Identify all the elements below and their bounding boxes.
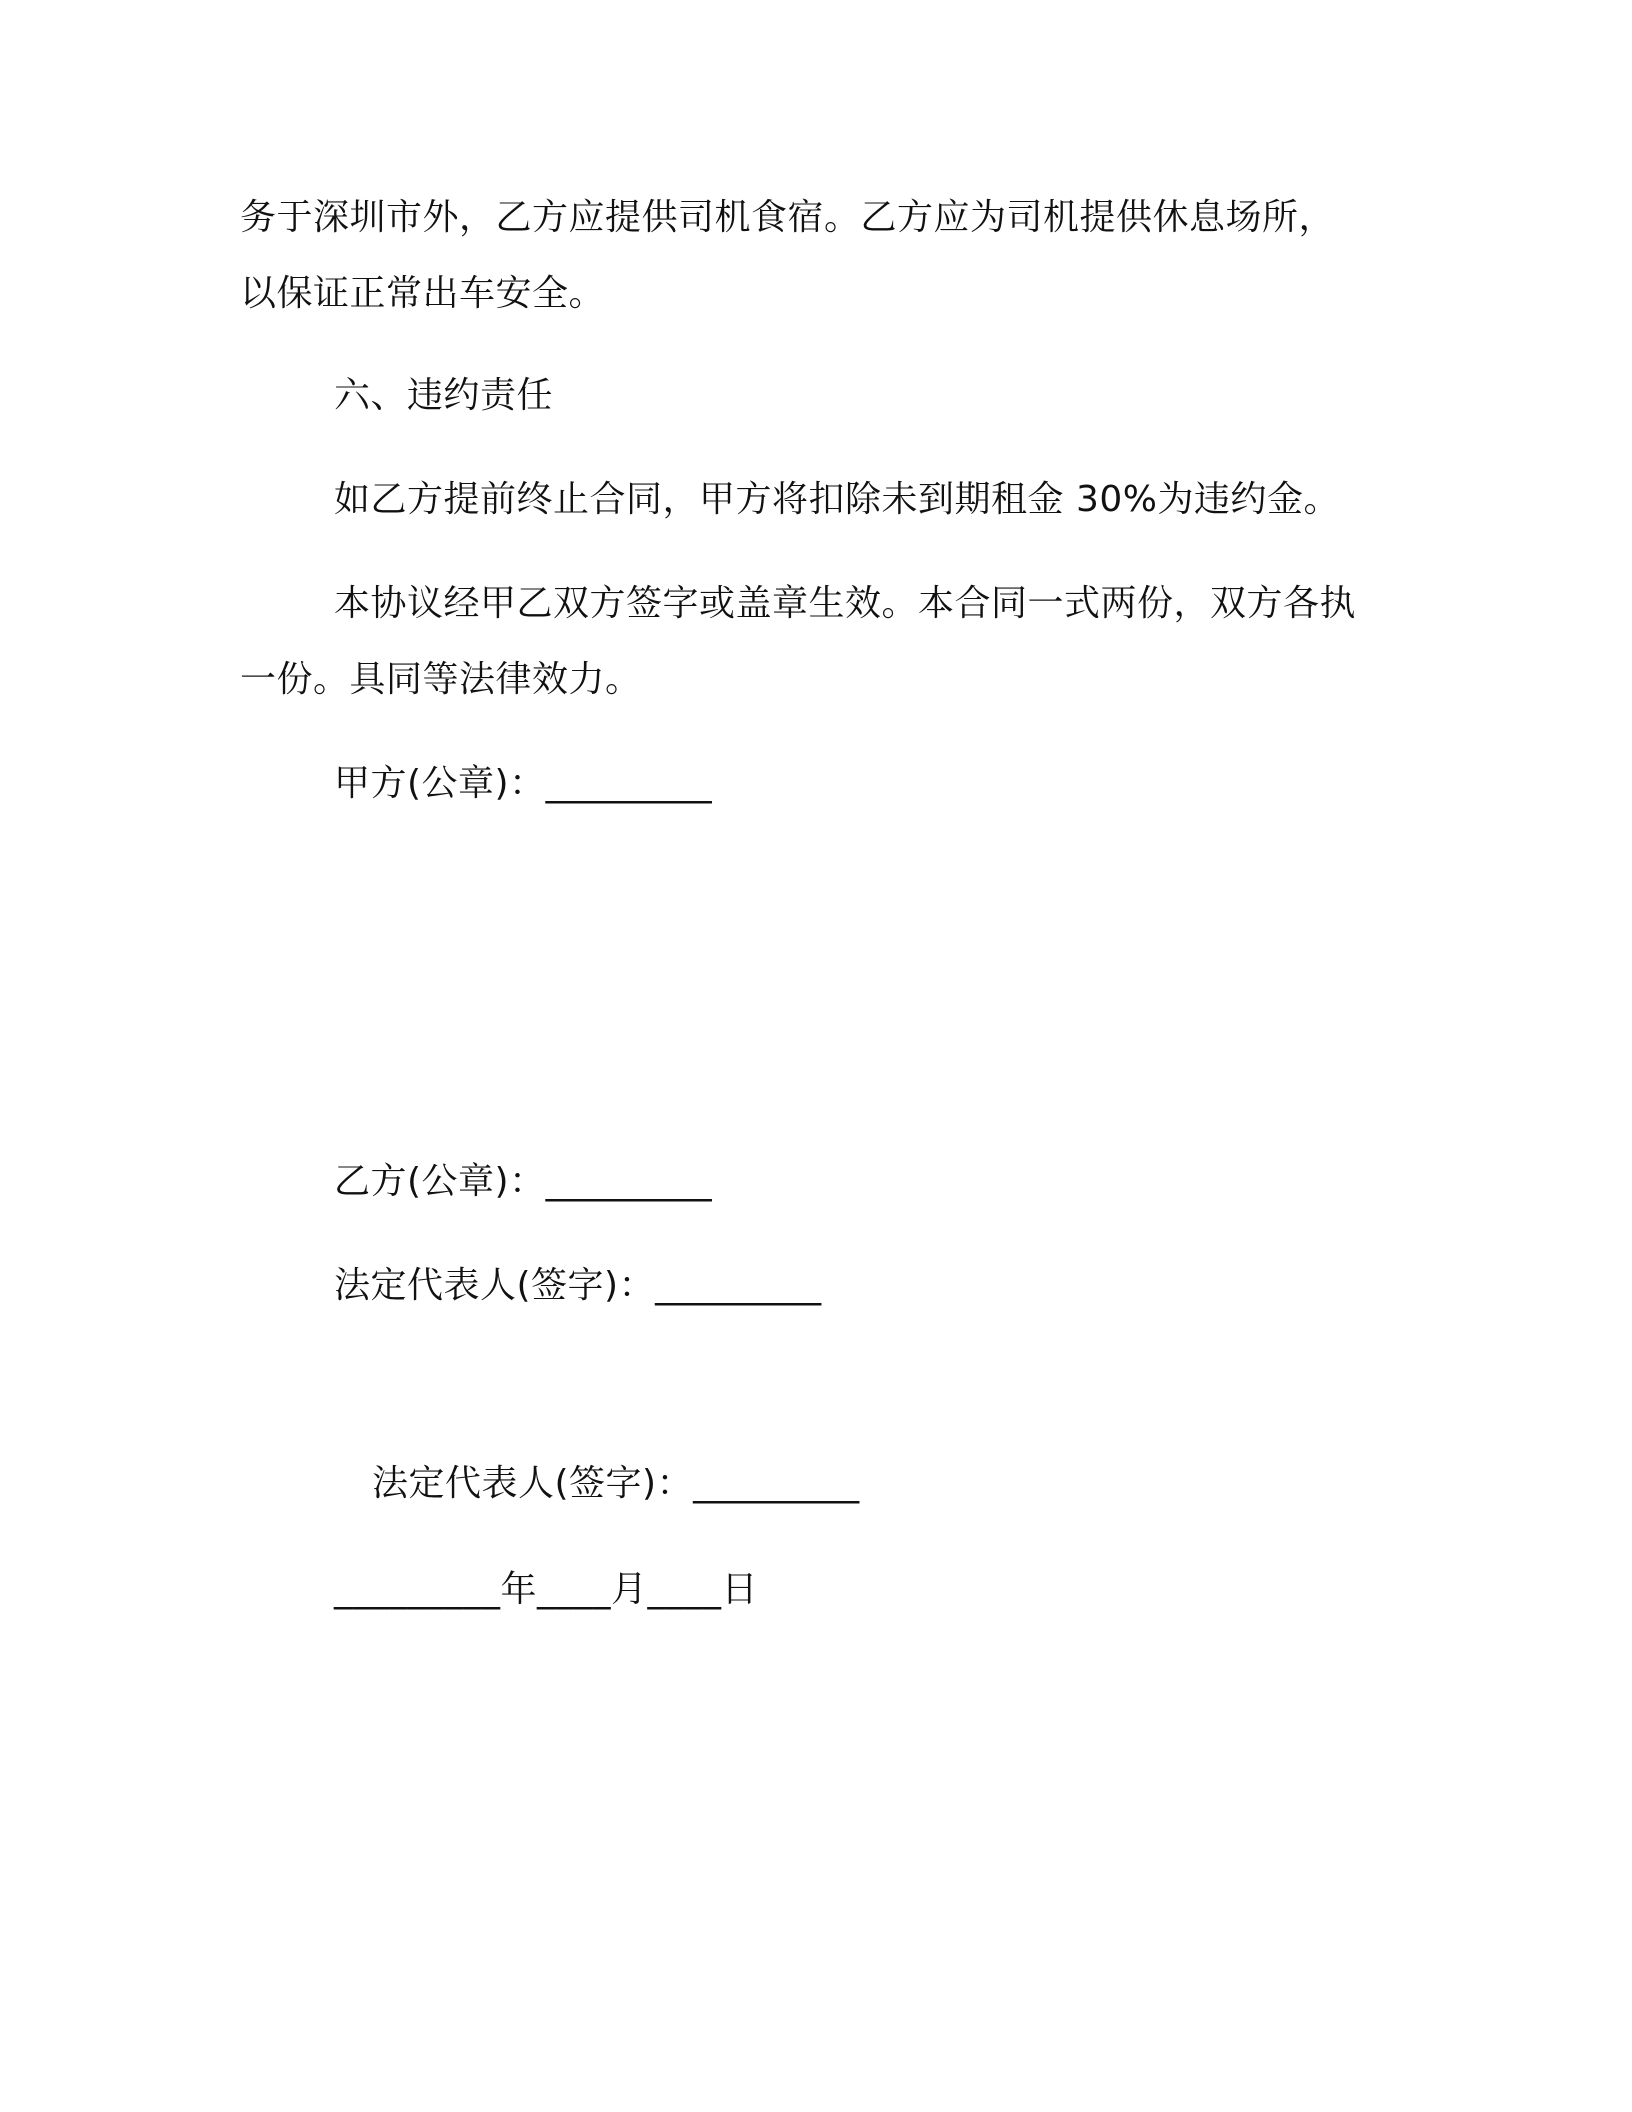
paragraph-1-line-1: 务于深圳市外，乙方应提供司机食宿。乙方应为司机提供休息场所， [240,197,1336,238]
legal-representative-signature-line-2: 法定代表人(签字)：_________ [372,1463,860,1504]
signing-date-line: _________年____月____日 [334,1569,758,1610]
paragraph-2-line-1: 本协议经甲乙双方签字或盖章生效。本合同一式两份，双方各执 [334,583,1357,624]
paragraph-2-line-2: 一份。具同等法律效力。 [240,659,642,700]
legal-representative-signature-line-1: 法定代表人(签字)：_________ [334,1265,822,1306]
section-6-heading: 六、违约责任 [334,375,554,416]
paragraph-1-line-2: 以保证正常出车安全。 [240,273,606,314]
party-a-seal-line: 甲方(公章)：_________ [334,763,713,804]
section-6-clause: 如乙方提前终止合同，甲方将扣除未到期租金 30%为违约金。 [334,479,1340,520]
party-b-seal-line: 乙方(公章)：_________ [334,1161,713,1202]
